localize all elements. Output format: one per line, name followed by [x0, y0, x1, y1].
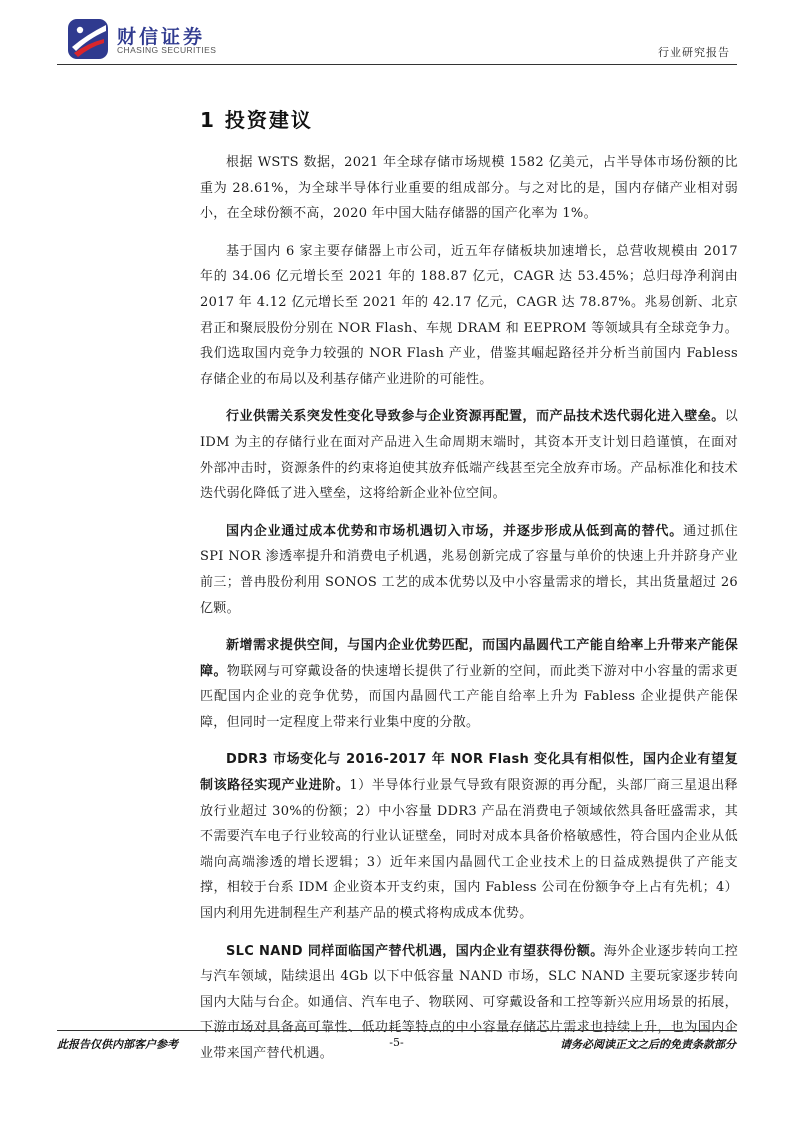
paragraph-text: 1）半导体行业景气导致有限资源的再分配，头部厂商三星退出释放行业超过 30%的份额；2）中小容量 DDR3 产品在消费电子领域依然具备旺盛需求，其不需要汽车电子行业较高的行业认证壁垒，同时对成本具备价格敏感性，符合国内企业从低端向高端渗透的增长逻辑；3）近年来国内晶圆代工企业技术上的日益成熟提供了产能支撑，相较于台系 IDM 企业资本开支约束，国内 Fabless 公司在份额争夺上占有先机；4）国内利用先进制程生产利基产品的模式将构成成本优势。: [200, 778, 738, 922]
paragraph-lead: DDR3 市场变化与 2016-2017 年 NOR Flash 变化具有相似性，国内企业有望复制该路径实现产业进阶。: [200, 752, 738, 794]
footer-disclaimer-left: 此报告仅供内部客户参考: [57, 1038, 178, 1051]
paragraph: [200, 150, 738, 227]
report-type-label: 行业研究报告: [658, 46, 730, 59]
paragraph-lead: SLC NAND 同样面临国产替代机遇，国内企业有望获得份额。: [226, 943, 604, 959]
paragraph-lead: 行业供需关系突发性变化导致参与企业资源再配置，而产品技术迭代弱化进入壁垒。: [226, 409, 725, 425]
paragraph-text: 海外企业逐步转向工控与汽车领域，陆续退出 4Gb 以下中低容量 NAND 市场，SLC NAND 主要玩家逐步转向国内大陆与台企。如通信、汽车电子、物联网、可穿戴设备和工控等新兴应用场景的拓展，下游市场对具备高可靠性、低功耗等特点的中小容量存储芯片需求也持续上升，也为国内企业带来国产替代机遇。: [200, 943, 738, 1061]
brand-name-en: CHASING SECURITIES: [117, 45, 217, 55]
paragraph-text: 通过抓住 SPI NOR 渗透率提升和消费电子机遇，兆易创新完成了容量与单价的快速上升并跻身产业前三；普冉股份利用 SONOS 工艺的成本优势以及中小容量需求的增长，其出货量超过 26 亿颗。: [200, 523, 738, 616]
paragraph: [200, 404, 738, 506]
page-number: -5-: [389, 1036, 404, 1049]
paragraph-text: 物联网与可穿戴设备的快速增长提供了行业新的空间，而此类下游对中小容量的需求更匹配国内企业的竞争优势，而国内晶圆代工产能自给率上升为 Fabless 企业提供产能保障，但同时一定程度上带来行业集中度的分散。: [200, 663, 738, 730]
paragraph: [200, 519, 738, 621]
footer-divider: [57, 1030, 737, 1031]
paragraph: [200, 239, 738, 393]
paragraph-text: 以 IDM 为主的存储行业在面对产品进入生命周期末端时，其资本开支计划日趋谨慎，在面对外部冲击时，资源条件的约束将迫使其放弃低端产线甚至完全放弃市场。产品标准化和技术迭代弱化降低了进入壁垒，这将给新企业补位空间。: [200, 409, 738, 502]
brand-name-cn: 财信证券: [117, 26, 206, 48]
paragraph-text: 根据 WSTS 数据，2021 年全球存储市场规模 1582 亿美元，占半导体市场份额的比重为 28.61%，为全球半导体行业重要的组成部分。与之对比的是，国内存储产业相对弱小，在全球份额不高，2020 年中国大陆存储器的国产化率为 1%。: [200, 155, 738, 222]
section-title: 1 投资建议: [200, 108, 313, 132]
paragraph: [200, 747, 738, 926]
body-content: [200, 150, 738, 1079]
paragraph-lead: 新增需求提供空间，与国内企业优势匹配，而国内晶圆代工产能自给率上升带来产能保障。: [200, 638, 738, 679]
paragraph-lead: 国内企业通过成本优势和市场机遇切入市场，并逐步形成从低到高的替代。: [226, 523, 684, 539]
paragraph: [200, 633, 738, 735]
footer-disclaimer-right: 请务必阅读正文之后的免责条款部分: [560, 1038, 736, 1051]
header-divider: [57, 64, 737, 65]
chasing-securities-logo: [66, 17, 110, 61]
page-header: [0, 0, 793, 70]
paragraph-text: 基于国内 6 家主要存储器上市公司，近五年存储板块加速增长，总营收规模由 2017 年的 34.06 亿元增长至 2021 年的 188.87 亿元，CAGR 达 53.45%；总归母净利润由 2017 年 4.12 亿元增长至 2021 年的 42.17 亿元，CAGR 达 78.87%。兆易创新、北京君正和聚辰股份分别在 NOR Flash、车规 DRAM 和 EEPROM 等领域具有全球竞争力。我们选取国内竞争力较强的 NOR Flash 产业，借鉴其崛起路径并分析当前国内 Fabless 存储企业的布局以及利基存储产业进阶的可能性。: [200, 243, 738, 387]
